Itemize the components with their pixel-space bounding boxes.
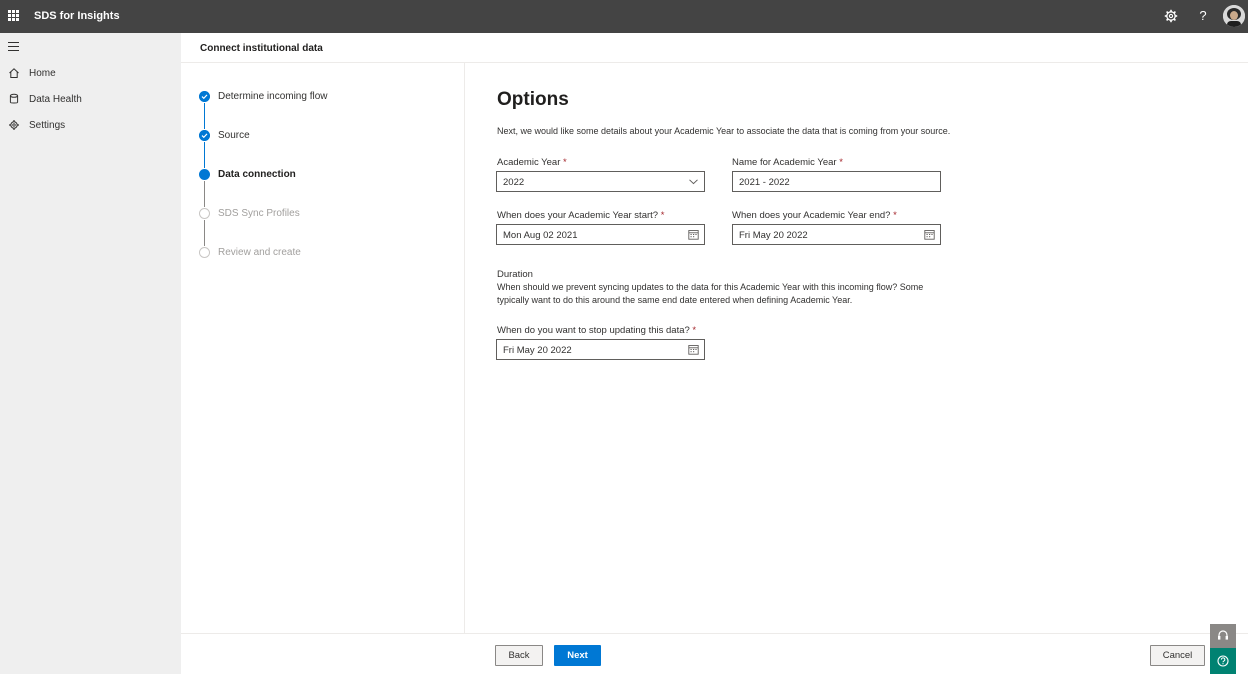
pending-step-dot-icon xyxy=(199,247,210,258)
step-connector xyxy=(204,103,205,129)
step-review-and-create xyxy=(199,246,459,260)
academic-year-name-label xyxy=(732,157,843,168)
help-button[interactable] xyxy=(1210,648,1236,674)
cancel-button[interactable]: Cancel xyxy=(1150,645,1205,666)
form-intro: Next, we would like some details about your Academic Year to associate the data that is coming from your source. xyxy=(497,126,951,136)
nav-item-settings[interactable] xyxy=(0,115,181,137)
feedback-button[interactable] xyxy=(1210,624,1236,648)
gear-icon xyxy=(8,119,20,131)
step-data-connection[interactable] xyxy=(199,168,459,182)
date-value: Fri May 20 2022 xyxy=(739,230,808,241)
database-icon xyxy=(8,93,20,105)
chevron-down-icon xyxy=(688,176,699,187)
step-connector xyxy=(204,142,205,168)
dropdown-value: 2022 xyxy=(503,177,525,188)
label-text: When does your Academic Year end? xyxy=(732,210,891,221)
stop-updating-label xyxy=(497,325,696,336)
current-step-dot-icon xyxy=(199,169,210,180)
step-sds-sync-profiles xyxy=(199,207,459,221)
label-text: When does your Academic Year start? xyxy=(497,210,659,221)
step-label: SDS Sync Profiles xyxy=(218,208,300,219)
label-text: When do you want to stop updating this data? xyxy=(497,325,690,336)
stop-updating-date-picker[interactable] xyxy=(496,339,705,360)
step-label: Determine incoming flow xyxy=(218,91,328,102)
page-header xyxy=(181,33,1248,63)
checkmark-icon xyxy=(199,130,210,141)
user-avatar-icon xyxy=(1223,5,1245,27)
step-source[interactable] xyxy=(199,129,459,143)
calendar-icon[interactable] xyxy=(924,229,935,240)
step-label: Data connection xyxy=(218,169,296,180)
year-end-date-picker[interactable] xyxy=(732,224,941,245)
wizard-footer xyxy=(181,633,1248,674)
academic-year-label xyxy=(497,157,567,168)
avatar[interactable] xyxy=(1223,5,1245,27)
back-button[interactable]: Back xyxy=(495,645,543,666)
headset-icon xyxy=(1210,624,1236,648)
pending-step-dot-icon xyxy=(199,208,210,219)
app-title[interactable]: SDS for Insights xyxy=(34,10,120,22)
nav-item-data-health[interactable] xyxy=(0,89,181,111)
label-text: Name for Academic Year xyxy=(732,157,837,168)
step-connector xyxy=(204,181,205,207)
help-icon[interactable]: ? xyxy=(1199,8,1207,23)
home-icon xyxy=(8,67,20,79)
hamburger-menu-icon[interactable] xyxy=(8,42,19,54)
nav-item-label: Settings xyxy=(29,120,66,131)
nav-item-home[interactable] xyxy=(0,63,181,85)
date-value: Mon Aug 02 2021 xyxy=(503,230,578,241)
settings-gear-icon[interactable] xyxy=(1163,8,1179,24)
year-start-label xyxy=(497,210,664,221)
calendar-icon[interactable] xyxy=(688,229,699,240)
required-marker: * xyxy=(660,210,665,221)
step-label: Review and create xyxy=(218,247,301,258)
left-navigation xyxy=(0,33,181,674)
academic-year-dropdown[interactable] xyxy=(496,171,705,192)
date-value: Fri May 20 2022 xyxy=(503,345,572,356)
wizard-stepper xyxy=(181,63,465,633)
duration-description: When should we prevent syncing updates to the data for this Academic Year with this incoming flow? Some typically want to do this around the same end date entered when defining Academic Year. xyxy=(497,282,924,305)
nav-item-label: Data Health xyxy=(29,94,82,105)
step-determine-incoming-flow[interactable] xyxy=(199,90,459,104)
next-button[interactable]: Next xyxy=(554,645,601,666)
step-label: Source xyxy=(218,130,250,141)
calendar-icon[interactable] xyxy=(688,344,699,355)
year-end-label xyxy=(732,210,897,221)
required-marker: * xyxy=(563,157,567,168)
step-connector xyxy=(204,220,205,246)
academic-year-name-input[interactable] xyxy=(732,171,941,192)
year-start-date-picker[interactable] xyxy=(496,224,705,245)
app-launcher-icon[interactable] xyxy=(8,10,19,21)
nav-item-label: Home xyxy=(29,68,56,79)
required-marker: * xyxy=(692,325,697,336)
checkmark-icon xyxy=(199,91,210,102)
required-marker: * xyxy=(893,210,897,221)
question-circle-icon xyxy=(1210,648,1236,674)
duration-heading: Duration xyxy=(497,269,533,280)
options-form xyxy=(466,63,1248,633)
form-title: Options xyxy=(497,89,569,110)
required-marker: * xyxy=(839,157,843,168)
input-value: 2021 - 2022 xyxy=(739,177,790,188)
page-title: Connect institutional data xyxy=(200,43,323,54)
label-text: Academic Year xyxy=(497,157,561,168)
top-bar xyxy=(0,0,1248,33)
